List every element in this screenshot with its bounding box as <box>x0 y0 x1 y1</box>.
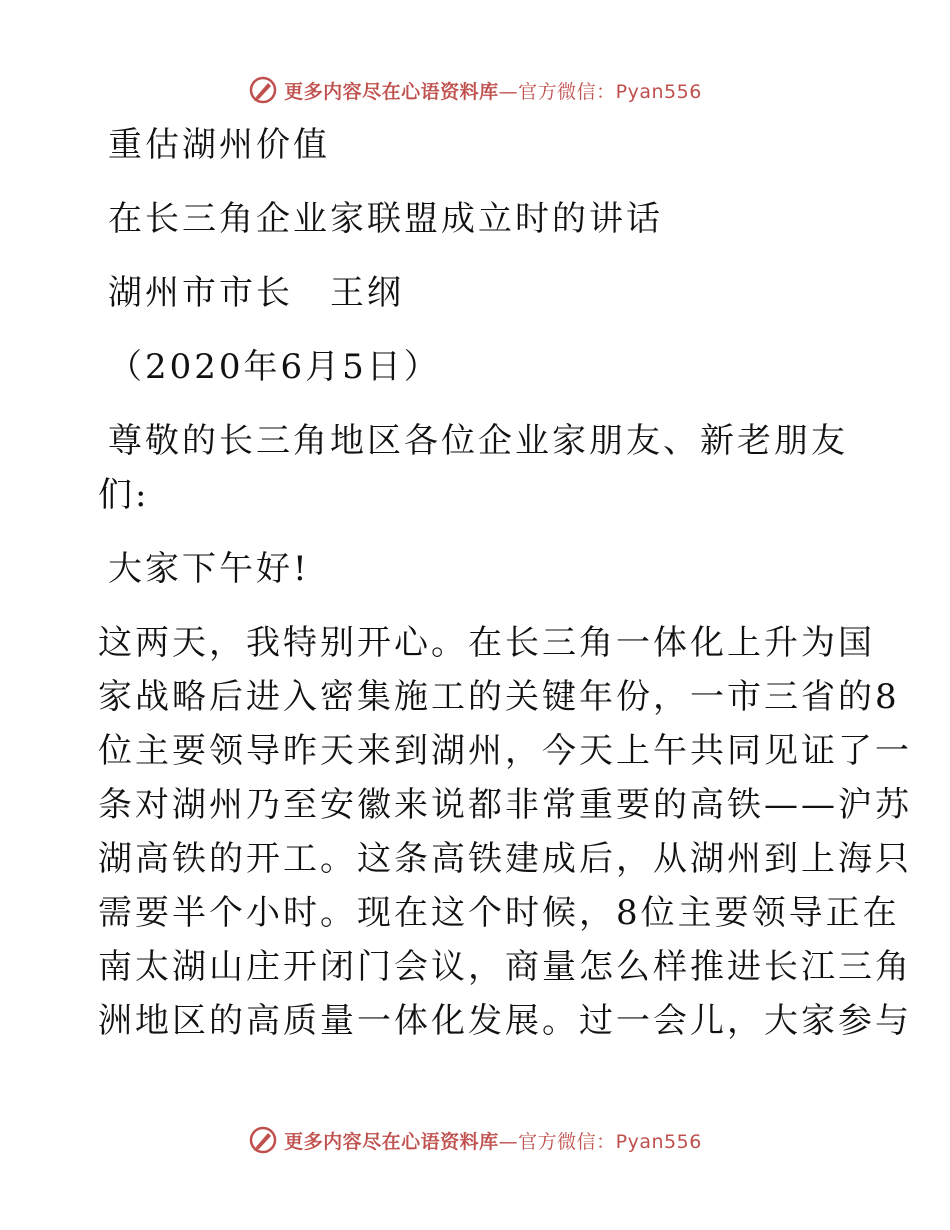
paragraph-line: 家战略后进入密集施工的关键年份，一市三省的8 <box>98 677 900 717</box>
document-body <box>98 118 912 1048</box>
salutation <box>98 414 850 522</box>
paragraph-line: 这两天，我特别开心。在长三角一体化上升为国 <box>98 623 875 663</box>
paragraph-line: 洲地区的高质量一体化发展。过一会儿，大家参与 <box>98 1001 912 1041</box>
document-subtitle: 在长三角企业家联盟成立时的讲话 <box>108 199 663 239</box>
greeting: 大家下午好! <box>108 549 310 589</box>
paragraph-line: 条对湖州乃至安徽来说都非常重要的高铁——沪苏 <box>98 785 912 825</box>
paragraph-line: 湖高铁的开工。这条高铁建成后，从湖州到上海只 <box>98 839 912 879</box>
watermark-footer <box>0 1120 950 1160</box>
paragraph-line: 位主要领导昨天来到湖州，今天上午共同见证了一 <box>98 731 912 771</box>
document-date: （2020年6月5日） <box>108 347 441 387</box>
watermark-text: 更多内容尽在心语资料库—官方微信：Pyan556 <box>284 80 702 103</box>
document-title: 重估湖州价值 <box>108 125 330 165</box>
document-author: 湖州市市长 王纲 <box>108 273 404 313</box>
paragraph-line: 需要半个小时。现在这个时候，8位主要领导正在 <box>98 893 900 933</box>
salutation-line: 们: <box>98 475 150 515</box>
paragraph-line: 南太湖山庄开闭门会议，商量怎么样推进长江三角 <box>98 947 912 987</box>
salutation-line: 尊敬的长三角地区各位企业家朋友、新老朋友 <box>108 421 848 461</box>
body-paragraph <box>98 616 912 1048</box>
pen-logo-icon <box>248 1125 278 1155</box>
pen-logo-icon <box>248 75 278 105</box>
watermark-header <box>0 70 950 110</box>
watermark-text: 更多内容尽在心语资料库—官方微信：Pyan556 <box>284 1130 702 1153</box>
